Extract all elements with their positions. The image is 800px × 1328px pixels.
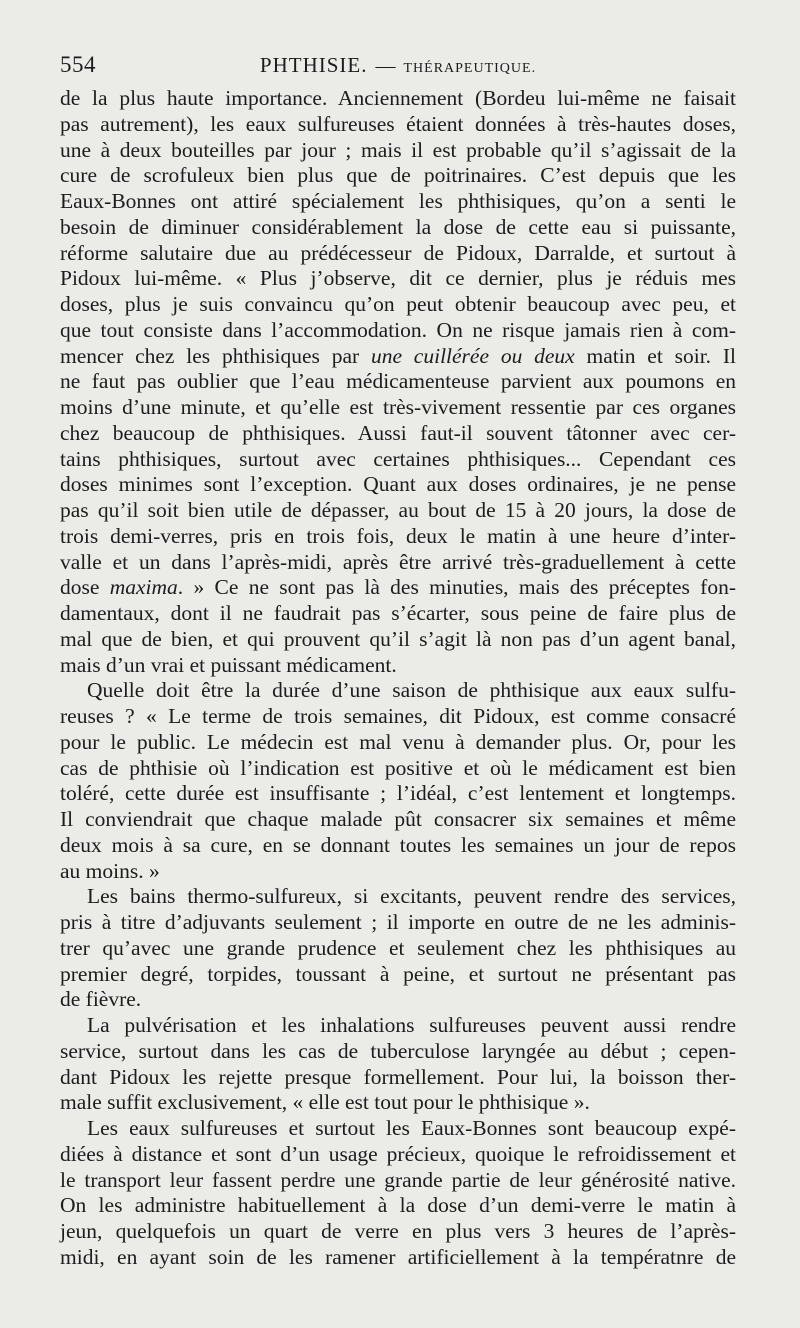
- text-line: [60, 292, 736, 318]
- text-run: pour le public. Le médecin est mal venu à demander plus. Or, pour les: [60, 729, 736, 754]
- text-line: [60, 627, 736, 653]
- text-run: matin et soir. Il: [574, 343, 736, 368]
- text-line: [60, 550, 736, 576]
- text-line: [60, 498, 736, 524]
- text-run: diées à distance et sont d’un usage précieux, quoique le refroidissement et: [60, 1141, 736, 1166]
- text-run: Pidoux lui-même. « Plus j’observe, dit ce dernier, plus je réduis mes: [60, 266, 736, 291]
- text-line: [60, 987, 736, 1013]
- text-line: [60, 163, 736, 189]
- italic-text-run: une cuillérée ou deux: [370, 343, 575, 368]
- text-line: [60, 1219, 736, 1245]
- text-line: [60, 936, 736, 962]
- text-run: trer qu’avec une grande prudence et seulement chez les phthisiques au: [60, 935, 736, 960]
- text-run: de la plus haute importance. Anciennement (Bordeu lui-même ne faisait: [60, 86, 736, 110]
- text-line: [60, 678, 736, 704]
- text-run: pris à titre d’adjuvants seulement ; il importe en outre de ne les adminis-: [60, 910, 736, 934]
- text-run: moins d’une minute, et qu’elle est très-vivement ressentie par ces organes: [60, 395, 736, 419]
- text-run: doses, plus je suis convaincu qu’on peut obtenir beaucoup avec peu, et: [60, 292, 736, 316]
- text-line: [60, 756, 736, 782]
- text-line: [60, 472, 736, 498]
- text-line: [60, 1039, 736, 1065]
- text-line: [60, 1193, 736, 1219]
- text-run: service, surtout dans les cas de tuberculose laryngée au début ; cepen-: [60, 1038, 736, 1063]
- text-line: [60, 524, 736, 550]
- text-run: tains phthisiques, surtout avec certaines phthisiques... Cependant ces: [60, 446, 736, 471]
- text-run: dant Pidoux les rejette presque formellement. Pour lui, la boisson ther-: [60, 1064, 736, 1089]
- text-line: [60, 781, 736, 807]
- text-run: une à deux bouteilles par jour ; mais il est probable qu’il s’agissait de la: [60, 137, 736, 162]
- text-line: [60, 1168, 736, 1194]
- text-line: [60, 266, 736, 292]
- text-run: jeun, quelquefois un quart de verre en plus vers 3 heures de l’après-: [60, 1219, 736, 1243]
- running-title-subtitle: THÉRAPEUTIQUE.: [403, 61, 537, 76]
- text-run: reuses ? « Le terme de trois semaines, dit Pidoux, est comme consacré: [60, 704, 736, 728]
- running-title-separator: —: [375, 55, 396, 77]
- text-line: [60, 910, 736, 936]
- text-run: au moins. »: [60, 858, 160, 883]
- text-line: [60, 1065, 736, 1091]
- text-run: On les administre habituellement à la dose d’un demi-verre le matin à: [60, 1193, 736, 1218]
- text-run: le transport leur fassent perdre une grande partie de leur générosité native.: [60, 1167, 736, 1192]
- text-line: [60, 215, 736, 241]
- text-run: valle et un dans l’après-midi, après être arrivé très-graduellement à cette: [60, 549, 736, 574]
- text-run: Quelle doit être la durée d’une saison de phthisique aux eaux sulfu-: [87, 678, 736, 703]
- text-run: mal que de bien, et qui prouvent qu’il s’agit là non pas d’un agent banal,: [60, 626, 736, 651]
- text-run: pas autrement), les eaux sulfureuses étaient données à très-hautes doses,: [60, 111, 736, 136]
- text-line: [60, 807, 736, 833]
- text-run: Les eaux sulfureuses et surtout les Eaux-Bonnes sont beaucoup expé-: [87, 1116, 736, 1140]
- text-line: [60, 575, 736, 601]
- page-number: 554: [60, 52, 96, 77]
- text-run: damentaux, dont il ne faudrait pas s’écarter, sous peine de faire plus de: [60, 601, 736, 625]
- text-run: que tout consiste dans l’accommodation. On ne risque jamais rien à com-: [60, 317, 736, 342]
- text-line: [60, 653, 736, 679]
- text-run: mais d’un vrai et puissant médicament.: [60, 652, 397, 677]
- text-run: . » Ce ne sont pas là des minuties, mais des préceptes fon-: [177, 575, 736, 600]
- text-run: pas qu’il soit bien utile de dépasser, au bout de 15 à 20 jours, la dose de: [60, 498, 736, 522]
- running-title: [60, 50, 736, 84]
- text-line: [60, 369, 736, 395]
- text-run: cure de scrofuleux bien plus que de poitrinaires. C’est depuis que les: [60, 163, 736, 188]
- text-run: cas de phthisie où l’indication est positive et où le médicament est bien: [60, 755, 736, 780]
- text-run: toléré, cette durée est insuffisante ; l’idéal, c’est lentement et longtemps.: [60, 781, 736, 806]
- text-run: La pulvérisation et les inhalations sulfureuses peuvent aussi rendre: [87, 1013, 736, 1037]
- text-line: [60, 86, 736, 112]
- text-run: male suffit exclusivement, « elle est tout pour le phthisique ».: [60, 1090, 590, 1115]
- text-run: réforme salutaire due au prédécesseur de Pidoux, Darralde, et surtout à: [60, 240, 736, 265]
- text-line: [60, 1090, 736, 1116]
- text-run: chez beaucoup de phthisiques. Aussi faut-il souvent tâtonner avec cer-: [60, 420, 736, 445]
- text-run: Il conviendrait que chaque malade pût consacrer six semaines et même: [60, 807, 736, 831]
- text-run: ne faut pas oublier que l’eau médicamenteuse parvient aux poumons en: [60, 369, 736, 394]
- text-run: doses minimes sont l’exception. Quant aux doses ordinaires, je ne pense: [60, 472, 736, 497]
- text-line: [60, 395, 736, 421]
- text-line: [60, 344, 736, 370]
- text-line: [60, 833, 736, 859]
- italic-text-run: maxima: [109, 575, 178, 600]
- running-title-main: PHTHISIE.: [259, 53, 368, 77]
- text-line: [60, 112, 736, 138]
- text-line: [60, 859, 736, 885]
- text-line: [60, 1142, 736, 1168]
- text-line: [60, 1116, 736, 1142]
- body-text: [60, 86, 736, 1271]
- text-run: Les bains thermo-sulfureux, si excitants, peuvent rendre des services,: [87, 884, 736, 909]
- text-line: [60, 447, 736, 473]
- text-line: [60, 241, 736, 267]
- text-run: deux mois à sa cure, en se donnant toutes les semaines un jour de repos: [60, 832, 736, 857]
- text-line: [60, 318, 736, 344]
- text-line: [60, 138, 736, 164]
- text-run: de fièvre.: [60, 987, 142, 1012]
- text-line: [60, 189, 736, 215]
- text-run: Eaux-Bonnes ont attiré spécialement les phthisiques, qu’on a senti le: [60, 189, 736, 213]
- text-run: premier degré, torpides, toussant à peine, et surtout ne présentant pas: [60, 961, 736, 986]
- text-run: mencer chez les phthisiques par: [60, 343, 371, 368]
- text-line: [60, 962, 736, 988]
- text-run: midi, en ayant soin de les ramener artificiellement à la températnre de: [60, 1244, 736, 1269]
- text-line: [60, 704, 736, 730]
- text-line: [60, 1245, 736, 1271]
- text-run: trois demi-verres, pris en trois fois, deux le matin à une heure d’inter-: [60, 523, 736, 548]
- text-line: [60, 601, 736, 627]
- text-run: besoin de diminuer considérablement la dose de cette eau si puissante,: [60, 214, 736, 239]
- running-header: [60, 50, 736, 80]
- text-line: [60, 730, 736, 756]
- text-line: [60, 1013, 736, 1039]
- text-run: dose: [60, 575, 110, 600]
- text-line: [60, 884, 736, 910]
- text-line: [60, 421, 736, 447]
